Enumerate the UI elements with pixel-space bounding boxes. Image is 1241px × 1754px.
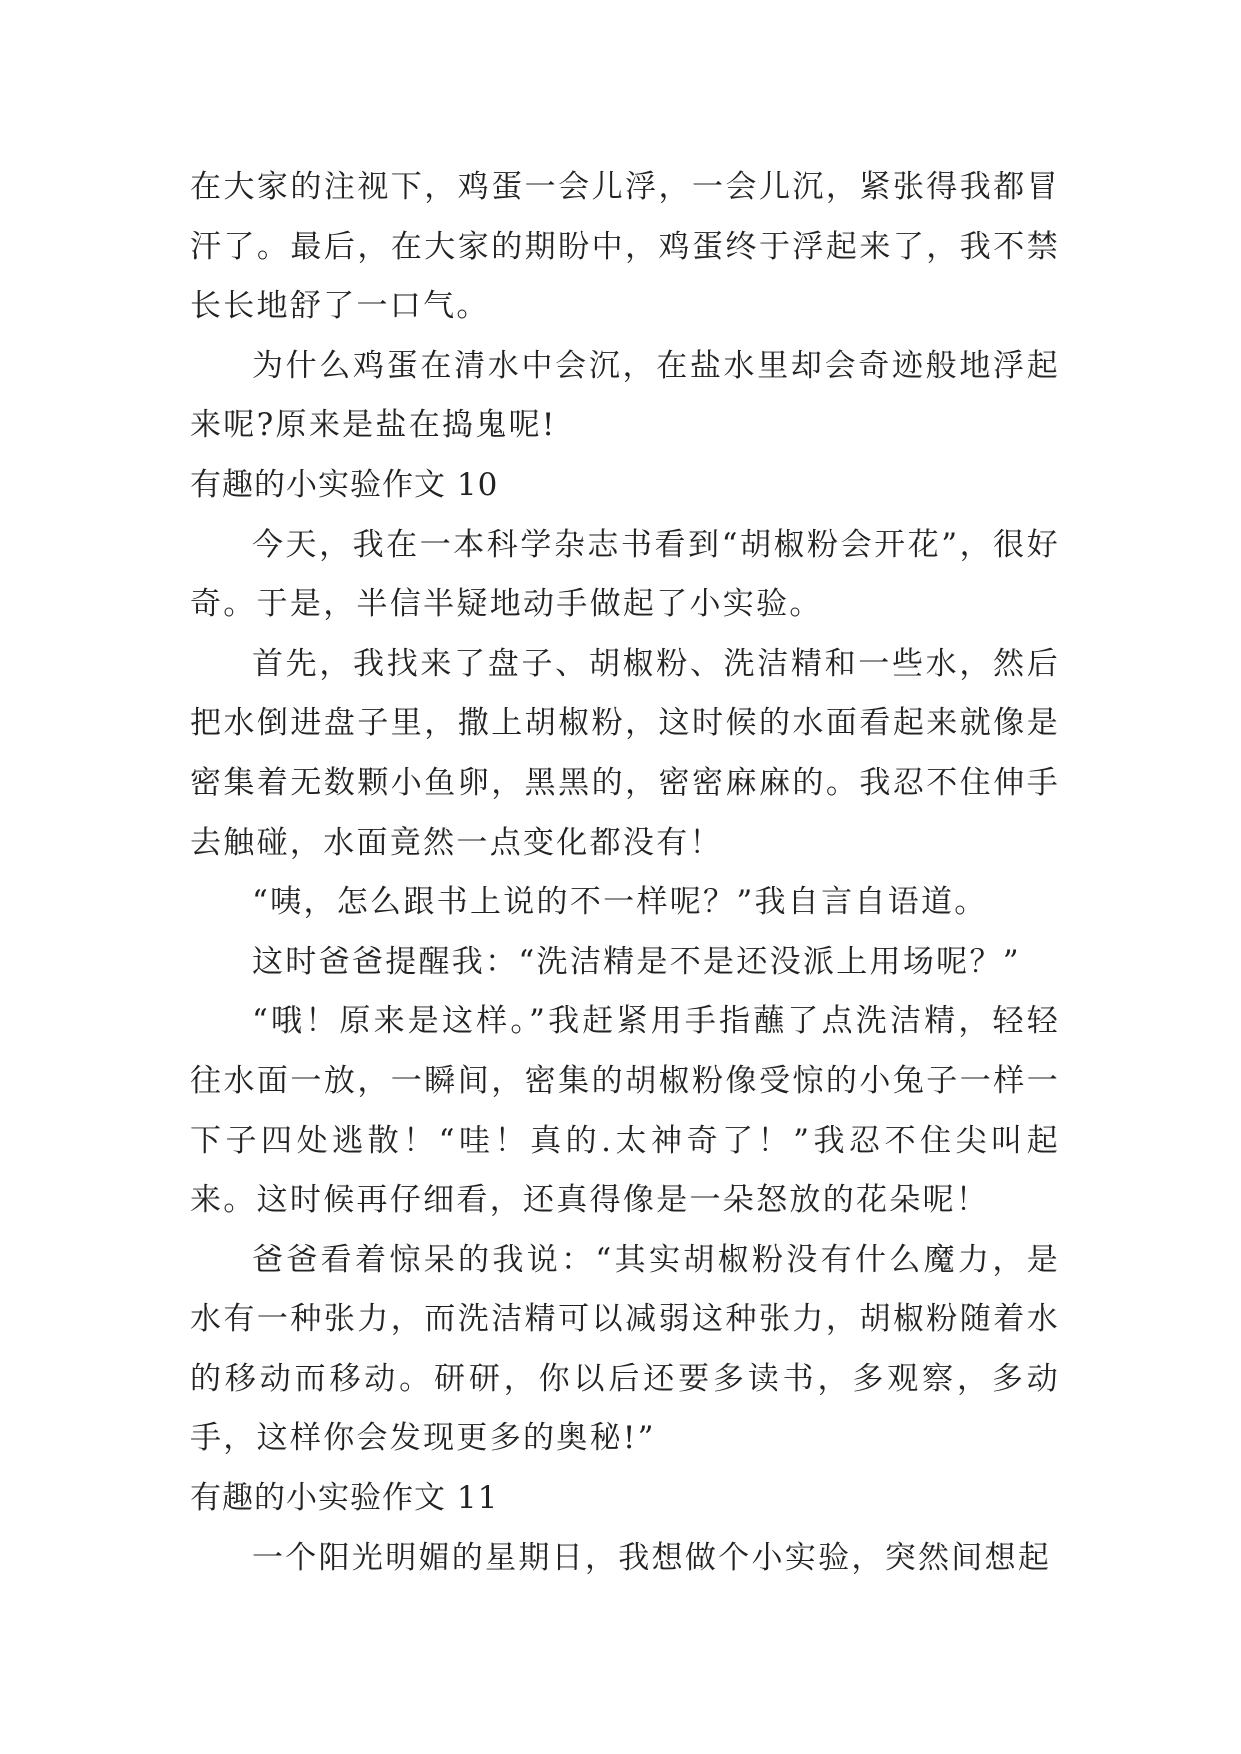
document-body — [190, 158, 1060, 1588]
paragraph: 首先，我找来了盘子、胡椒粉、洗洁精和一些水，然后把水倒进盘子里，撒上胡椒粉，这时候的水面看起来就像是密集着无数颗小鱼卵，黑黑的，密密麻麻的。我忍不住伸手去触碰，水面竟然一点变化都没有！ — [190, 645, 1060, 861]
paragraph: 爸爸看着惊呆的我说：“其实胡椒粉没有什么魔力，是水有一种张力，而洗洁精可以减弱这种张力，胡椒粉随着水的移动而移动。研研，你以后还要多读书，多观察，多动手，这样你会发现更多的奥秘!” — [190, 1241, 1060, 1457]
paragraph: 这时爸爸提醒我：“洗洁精是不是还没派上用场呢？” — [252, 943, 1021, 980]
paragraph: 今天，我在一本科学杂志书看到“胡椒粉会开花”，很好奇。于是，半信半疑地动手做起了小实验。 — [190, 526, 1060, 623]
paragraph: “咦，怎么跟书上说的不一样呢？”我自言自语道。 — [252, 884, 988, 921]
paragraph: “哦！原来是这样。”我赶紧用手指蘸了点洗洁精，轻轻往水面一放，一瞬间，密集的胡椒粉像受惊的小兔子一样一下子四处逃散！“哇！真的.太神奇了！”我忍不住尖叫起来。这时候再仔细看，还真得像是一朵怒放的花朵呢！ — [190, 1003, 1060, 1219]
paragraph: 在大家的注视下，鸡蛋一会儿浮，一会儿沉，紧张得我都冒汗了。最后，在大家的期盼中，鸡蛋终于浮起来了，我不禁长长地舒了一口气。 — [190, 169, 1060, 325]
section-heading: 有趣的小实验作文 10 — [190, 466, 499, 503]
section-heading: 有趣的小实验作文 11 — [190, 1480, 499, 1517]
paragraph: 一个阳光明媚的星期日，我想做个小实验，突然间想起 — [252, 1539, 1052, 1576]
paragraph: 为什么鸡蛋在清水中会沉，在盐水里却会奇迹般地浮起来呢?原来是盐在捣鬼呢! — [190, 347, 1060, 444]
